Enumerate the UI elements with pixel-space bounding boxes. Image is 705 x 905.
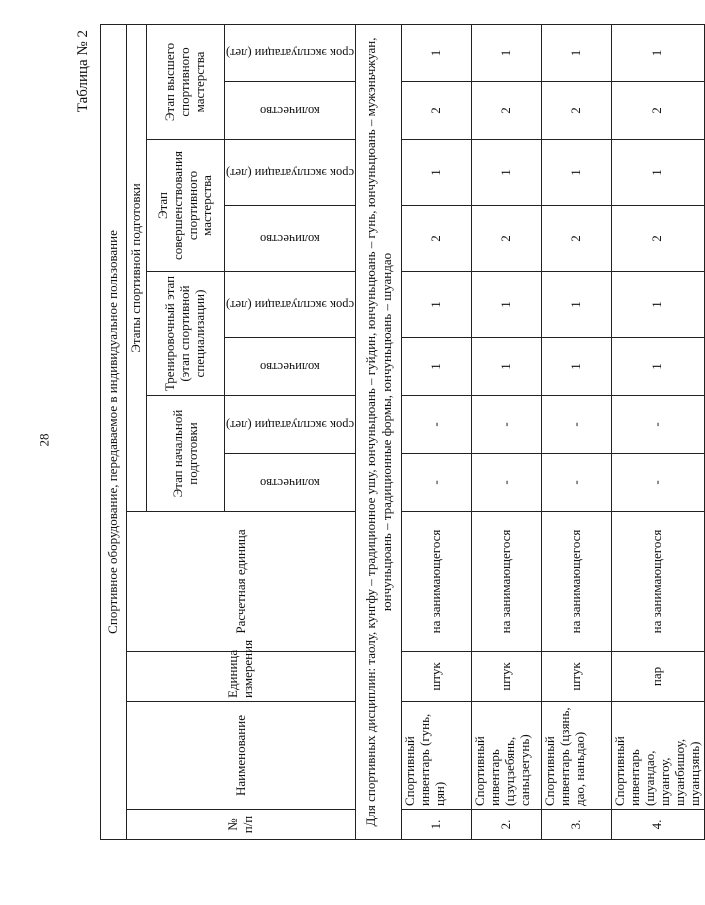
row-value: 2 — [612, 82, 705, 140]
row-value: 1 — [542, 24, 612, 81]
header-qty: количество — [225, 206, 356, 272]
row-unit: штук — [402, 652, 472, 702]
row-value: 1 — [402, 140, 472, 206]
row-value: 2 — [612, 206, 705, 272]
row-value: 1 — [472, 24, 542, 81]
row-unit: штук — [472, 652, 542, 702]
header-qty: количество — [225, 338, 356, 396]
row-value: 1 — [612, 272, 705, 338]
row-calc-unit: на занимающегося — [472, 512, 542, 652]
row-value: 2 — [472, 206, 542, 272]
table-label: Таблица № 2 — [75, 30, 91, 113]
row-value: - — [542, 396, 612, 454]
equipment-table — [100, 24, 705, 840]
row-calc-unit: на занимающегося — [612, 512, 705, 652]
table-row — [612, 24, 705, 839]
header-qty: количество — [225, 82, 356, 140]
header-qty: количество — [225, 454, 356, 512]
header-stage-4: Этап высшего спортивного мастерства — [147, 24, 225, 139]
header-unit: Единица измерения — [127, 652, 356, 702]
row-value: - — [612, 396, 705, 454]
header-stage-3: Этап совершенствования спортивного мастерства — [147, 140, 225, 272]
header-stage-1: Этап начальной подготовки — [147, 396, 225, 512]
row-value: - — [472, 454, 542, 512]
row-value: 1 — [402, 24, 472, 81]
page-number: 28 — [36, 433, 52, 447]
row-value: 1 — [472, 338, 542, 396]
row-num: 3. — [542, 810, 612, 840]
row-value: - — [402, 454, 472, 512]
row-value: - — [472, 396, 542, 454]
row-value: 1 — [472, 272, 542, 338]
row-value: - — [612, 454, 705, 512]
row-num: 4. — [612, 810, 705, 840]
row-unit: пар — [612, 652, 705, 702]
row-value: 2 — [402, 82, 472, 140]
row-value: 1 — [542, 338, 612, 396]
row-value: 1 — [542, 140, 612, 206]
row-value: 1 — [542, 272, 612, 338]
discipline-row: Для спортивных дисциплин: таолу, кунгфу – традиционное ушу, юнчуньцюань – гуйдин, юнчуньцюань – гунь, юнчуньцюань – мужэньчжуан, юнчуньцюань – традиционные формы, юнчуньцюань – шуандао — [356, 24, 402, 839]
row-value: 1 — [402, 338, 472, 396]
row-value: 1 — [472, 140, 542, 206]
header-term: срок эксплуатации (лет) — [225, 24, 356, 81]
row-name: Спортивный инвентарь (цзуцзебянь, саньцзегунь) — [472, 702, 542, 810]
table-row — [542, 24, 612, 839]
header-stages: Этапы спортивной подготовки — [127, 24, 147, 511]
row-value: 1 — [612, 140, 705, 206]
row-unit: штук — [542, 652, 612, 702]
header-term: срок эксплуатации (лет) — [225, 272, 356, 338]
header-term: срок эксплуатации (лет) — [225, 140, 356, 206]
header-calc-unit: Расчетная единица — [127, 512, 356, 652]
header-num: № п/п — [127, 810, 356, 840]
header-name: Наименование — [127, 702, 356, 810]
row-value: 2 — [402, 206, 472, 272]
row-value: 2 — [542, 206, 612, 272]
header-term: срок эксплуатации (лет) — [225, 396, 356, 454]
row-name: Спортивный инвентарь (гунь, цян) — [402, 702, 472, 810]
row-value: 1 — [402, 272, 472, 338]
row-value: 1 — [612, 24, 705, 81]
row-name: Спортивный инвентарь (цзянь, дао, наньдао) — [542, 702, 612, 810]
table-title: Спортивное оборудование, передаваемое в индивидуальное пользование — [101, 24, 127, 839]
row-value: 1 — [612, 338, 705, 396]
header-stage-2: Тренировочный этап (этап спортивной специализации) — [147, 272, 225, 396]
row-calc-unit: на занимающегося — [542, 512, 612, 652]
row-value: - — [402, 396, 472, 454]
table-row — [472, 24, 542, 839]
row-value: 2 — [472, 82, 542, 140]
row-value: - — [542, 454, 612, 512]
row-value: 2 — [542, 82, 612, 140]
row-name: Спортивный инвентарь (шуандао, шуангоу, шуанбишоу, шуанцзянь) — [612, 702, 705, 810]
row-num: 1. — [402, 810, 472, 840]
table-row — [402, 24, 472, 839]
row-calc-unit: на занимающегося — [402, 512, 472, 652]
row-num: 2. — [472, 810, 542, 840]
